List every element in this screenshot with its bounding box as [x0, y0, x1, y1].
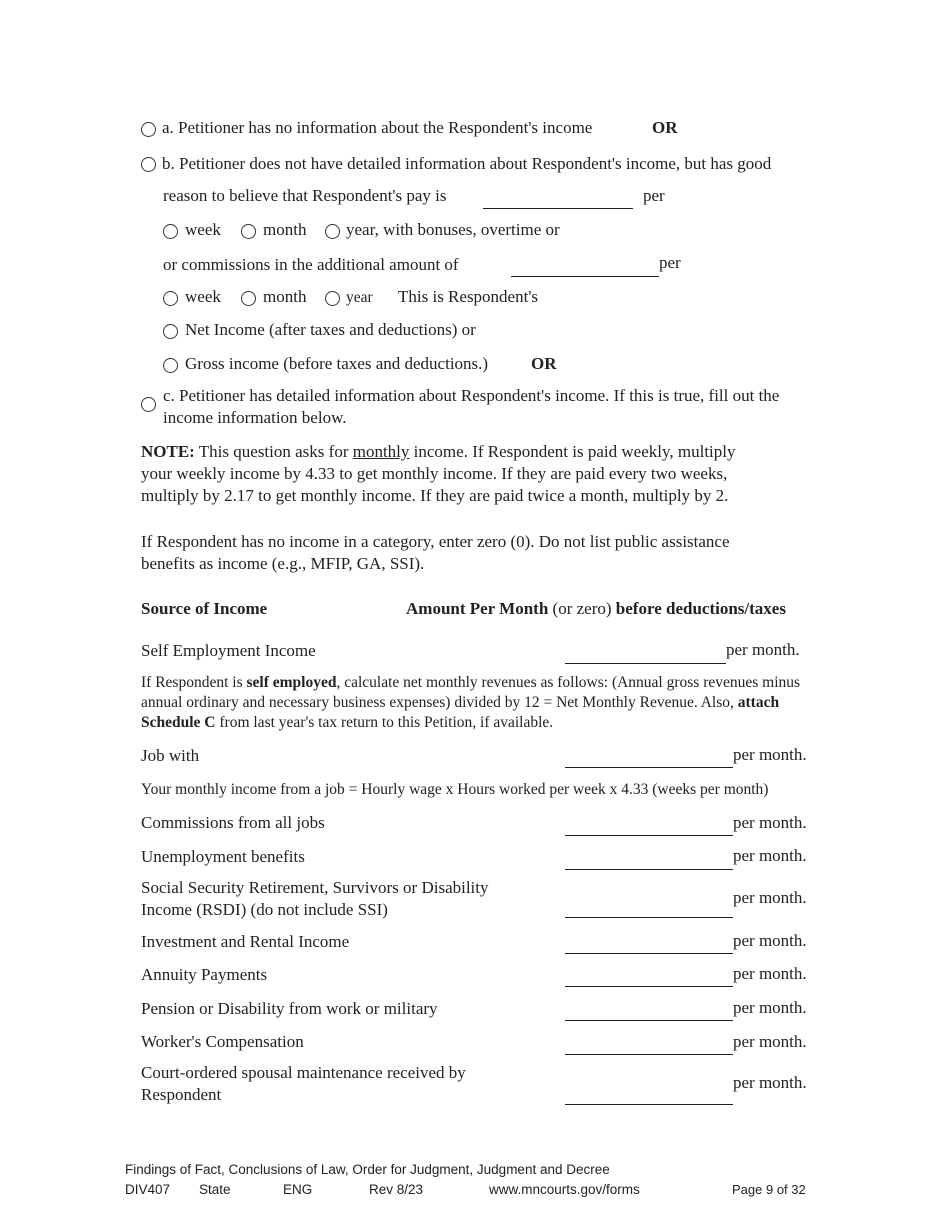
unemployment-per-month: per month.	[733, 846, 807, 865]
gross-income-or: OR	[531, 354, 557, 373]
investment-label: Investment and Rental Income	[141, 932, 350, 951]
workers-comp-per-month: per month.	[733, 1032, 807, 1051]
footer-title: Findings of Fact, Conclusions of Law, Order for Judgment, Judgment and Decree	[125, 1162, 610, 1177]
commissions-amount-label: or commissions in the additional amount of	[163, 255, 459, 274]
source-of-income-header: Source of Income	[141, 599, 268, 618]
self-employment-per-month: per month.	[726, 640, 800, 659]
investment-per-month: per month.	[733, 931, 807, 950]
option-c-radio[interactable]	[141, 397, 156, 412]
note-line2: your weekly income by 4.33 to get monthly income. If they are paid every two weeks,	[141, 464, 728, 483]
pay-week-radio[interactable]	[163, 224, 178, 239]
workers-comp-label: Worker's Compensation	[141, 1032, 304, 1051]
pay-month-label: month	[263, 220, 307, 239]
net-income-radio[interactable]	[163, 324, 178, 339]
add-year-radio[interactable]	[325, 291, 340, 306]
commissions-field[interactable]	[565, 835, 733, 836]
self-employment-note-line2	[141, 693, 779, 713]
ssa-field[interactable]	[565, 917, 733, 918]
footer-state: State	[199, 1182, 231, 1197]
zero-note-line2: benefits as income (e.g., MFIP, GA, SSI).	[141, 554, 425, 573]
job-formula: Your monthly income from a job = Hourly wage x Hours worked per week x 4.33 (weeks per month)	[141, 781, 769, 798]
gross-income-label: Gross income (before taxes and deductions.)	[185, 354, 489, 373]
amount-header-end: before deductions/taxes	[615, 599, 786, 618]
se-note-1a: If Respondent is	[141, 674, 243, 691]
pension-field[interactable]	[565, 1020, 733, 1021]
net-income-label: Net Income (after taxes and deductions) or	[185, 320, 476, 339]
amount-per-month-header	[406, 599, 786, 619]
se-note-3b: from last year's tax return to this Petition, if available.	[219, 714, 554, 731]
option-c-text-line1: c. Petitioner has detailed information about Respondent's income. If this is true, fill out the	[163, 386, 780, 405]
self-employment-label: Self Employment Income	[141, 641, 316, 660]
se-note-3a: Schedule C	[141, 714, 216, 731]
per-label-1: per	[643, 186, 665, 205]
se-note-1c: , calculate net monthly revenues as follows: (Annual gross revenues minus	[336, 674, 801, 691]
footer-form-id: DIV407	[125, 1182, 171, 1197]
spousal-label-line2: Respondent	[141, 1085, 222, 1104]
annuity-field[interactable]	[565, 986, 733, 987]
pay-month-radio[interactable]	[241, 224, 256, 239]
note-text-a: This question asks for	[198, 442, 349, 461]
this-is-respondents-label: This is Respondent's	[398, 287, 539, 306]
note-monthly: monthly	[352, 442, 410, 461]
spousal-label-line1: Court-ordered spousal maintenance received by	[141, 1063, 466, 1082]
annuity-label: Annuity Payments	[141, 965, 268, 984]
footer-url[interactable]: www.mncourts.gov/forms	[489, 1182, 640, 1197]
self-employment-field[interactable]	[565, 663, 726, 664]
per-label-2: per	[659, 253, 681, 272]
option-a-radio[interactable]	[141, 122, 156, 137]
option-c-text-line2: income information below.	[163, 408, 347, 427]
option-a-or: OR	[652, 118, 678, 137]
se-note-2a: annual ordinary and necessary business expenses) divided by 12 = Net Monthly Revenue. Also,	[141, 694, 734, 711]
footer-lang: ENG	[283, 1182, 313, 1197]
add-month-radio[interactable]	[241, 291, 256, 306]
add-week-label: week	[185, 287, 221, 306]
self-employment-note-line1	[141, 673, 800, 693]
note-text-b: income. If Respondent is paid weekly, multiply	[413, 442, 736, 461]
gross-income-radio[interactable]	[163, 358, 178, 373]
pension-per-month: per month.	[733, 998, 807, 1017]
zero-note-line1: If Respondent has no income in a category, enter zero (0). Do not list public assistance	[141, 532, 730, 551]
job-with-field[interactable]	[565, 767, 733, 768]
pay-year-label: year, with bonuses, overtime or	[346, 220, 560, 239]
se-note-1b: self employed	[246, 674, 337, 691]
workers-comp-field[interactable]	[565, 1054, 733, 1055]
footer-page: Page 9 of 32	[732, 1182, 806, 1197]
commissions-per-month: per month.	[733, 813, 807, 832]
unemployment-field[interactable]	[565, 869, 733, 870]
option-a-text: a. Petitioner has no information about the Respondent's income	[162, 118, 593, 137]
pay-year-radio[interactable]	[325, 224, 340, 239]
add-month-label: month	[263, 287, 307, 306]
job-with-label: Job with	[141, 746, 200, 765]
note-line3: multiply by 2.17 to get monthly income. If they are paid twice a month, multiply by 2.	[141, 486, 729, 505]
unemployment-label: Unemployment benefits	[141, 847, 305, 866]
option-b-text-line2: reason to believe that Respondent's pay is	[163, 186, 447, 205]
se-note-2b: attach	[737, 694, 780, 711]
spousal-per-month: per month.	[733, 1073, 807, 1092]
add-year-label: year	[346, 289, 373, 306]
option-b-radio[interactable]	[141, 157, 156, 172]
respondent-pay-field[interactable]	[483, 208, 633, 209]
add-week-radio[interactable]	[163, 291, 178, 306]
ssa-per-month: per month.	[733, 888, 807, 907]
pension-label: Pension or Disability from work or military	[141, 999, 438, 1018]
pay-week-label: week	[185, 220, 221, 239]
spousal-field[interactable]	[565, 1104, 733, 1105]
amount-header-mid: (or zero)	[552, 599, 612, 618]
investment-field[interactable]	[565, 953, 733, 954]
option-b-text-line1: b. Petitioner does not have detailed information about Respondent's income, but has good	[162, 154, 772, 173]
amount-header-bold: Amount Per Month	[406, 599, 549, 618]
additional-amount-field[interactable]	[511, 276, 659, 277]
job-with-per-month: per month.	[733, 745, 807, 764]
annuity-per-month: per month.	[733, 964, 807, 983]
footer-rev: Rev 8/23	[369, 1182, 424, 1197]
note-line1	[141, 442, 736, 462]
note-label: NOTE:	[141, 442, 195, 461]
ssa-label-line1: Social Security Retirement, Survivors or Disability	[141, 878, 489, 897]
self-employment-note-line3	[141, 713, 553, 733]
ssa-label-line2: Income (RSDI) (do not include SSI)	[141, 900, 388, 919]
commissions-label: Commissions from all jobs	[141, 813, 325, 832]
